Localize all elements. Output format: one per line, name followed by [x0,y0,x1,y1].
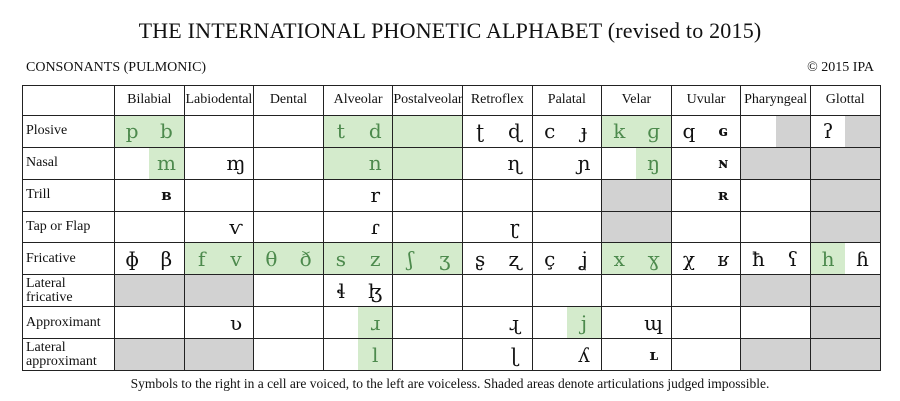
symbol-cell [254,339,324,371]
voiceless-slot [324,339,358,370]
ipa-symbol: ʎ [578,342,590,367]
symbol-cell [323,339,393,371]
ipa-symbol: ʃ [407,246,414,271]
symbol-cell [115,275,185,307]
symbol-cell [741,275,811,307]
symbol-cell [810,339,880,371]
symbol-cell [323,115,393,147]
ipa-symbol: x [613,246,625,271]
impossible-shading [811,212,880,243]
symbol-cell [741,307,811,339]
ipa-symbol: ɬ [336,278,346,303]
voiced-slot [706,180,740,211]
ipa-symbol: β [160,246,173,271]
symbol-cell [741,147,811,179]
symbol-cell [810,179,880,211]
symbol-cell [393,179,463,211]
ipa-symbol: ʔ [822,119,834,144]
column-header: Uvular [671,86,741,116]
row-label: Lateral approximant [23,339,115,371]
symbol-cell [462,147,532,179]
symbol-cell [115,339,185,371]
ipa-symbol: ɴ [717,154,729,173]
voiced-slot [567,243,601,274]
ipa-symbol: χ [682,246,695,271]
column-header: Bilabial [115,86,185,116]
symbol-cell [810,147,880,179]
column-header: Alveolar [323,86,393,116]
symbol-cell [393,307,463,339]
consonant-row [23,307,881,339]
ipa-symbol: ɾ [370,214,380,239]
impossible-shading [185,275,254,306]
symbol-cell [393,339,463,371]
symbol-cell [810,211,880,243]
voiced-slot [219,243,253,274]
ipa-symbol: n [368,151,382,176]
impossible-shading [741,148,810,179]
ipa-symbol: ʒ [439,246,451,271]
symbol-cell [602,243,672,275]
voiced-slot [567,116,601,147]
symbol-cell [532,211,602,243]
symbol-cell [323,275,393,307]
voiced-slot [567,148,601,179]
symbol-cell [393,147,463,179]
symbol-cell [254,179,324,211]
symbol-cell [462,243,532,275]
symbol-cell [462,307,532,339]
ipa-symbol: m [156,151,176,176]
symbol-cell [810,243,880,275]
symbol-cell [602,307,672,339]
ipa-symbol: ʂ [474,246,486,271]
symbol-cell [671,339,741,371]
row-label: Lateral fricative [23,275,115,307]
ipa-symbol: ɮ [368,278,383,303]
symbol-cell [810,307,880,339]
voiced-slot [428,116,462,147]
symbol-cell [115,211,185,243]
ipa-symbol: ð [299,246,312,271]
ipa-symbol: ɸ [125,246,140,271]
ipa-symbol: s [335,246,347,271]
voiced-slot [219,212,253,243]
symbol-cell [602,339,672,371]
voiced-slot [497,307,531,338]
column-header: Pharyngeal [741,86,811,116]
symbol-cell [254,243,324,275]
ipa-symbol: ɭ [510,342,519,367]
symbol-cell [115,243,185,275]
row-label: Tap or Flap [23,211,115,243]
symbol-cell [323,307,393,339]
voiced-slot [776,116,810,147]
voiceless-slot [115,180,149,211]
voiceless-slot [185,148,219,179]
symbol-cell [393,243,463,275]
ipa-symbol: ʙ [161,186,172,205]
voiced-slot [428,243,462,274]
symbol-cell [602,179,672,211]
impossible-shading [811,148,880,179]
symbol-cell [741,115,811,147]
ipa-symbol: ⱱ [229,214,243,239]
voiceless-slot [741,243,775,274]
symbol-cell [532,243,602,275]
voiceless-slot [185,212,219,243]
symbol-cell [115,179,185,211]
corner-cell [23,86,115,116]
ipa-symbol: ʁ [717,246,729,271]
voiceless-slot [185,307,219,338]
voiced-slot [358,307,392,338]
symbol-cell [671,147,741,179]
voiceless-slot [741,116,775,147]
symbol-cell [115,115,185,147]
voiceless-slot [602,339,636,370]
voiced-slot [149,243,183,274]
voiced-slot [358,148,392,179]
symbol-cell [741,211,811,243]
ipa-symbol: ɰ [644,310,664,335]
row-label: Plosive [23,115,115,147]
voiceless-slot [463,243,497,274]
voiceless-slot [115,148,149,179]
symbol-cell [671,275,741,307]
voiceless-slot [185,243,219,274]
symbol-cell [810,115,880,147]
impossible-shading [602,180,671,211]
voiceless-slot [533,148,567,179]
symbol-cell [393,115,463,147]
consonant-row [23,243,881,275]
symbol-cell [323,179,393,211]
ipa-symbol: k [613,119,626,144]
voiceless-slot [115,243,149,274]
ipa-symbol: ʈ [476,119,485,144]
impossible-shading [741,339,810,370]
voiced-slot [706,116,740,147]
voiceless-slot [393,116,427,147]
voiceless-slot [672,180,706,211]
voiceless-slot [672,148,706,179]
consonant-row [23,339,881,371]
symbol-cell [184,179,254,211]
symbol-cell [532,275,602,307]
symbol-cell [393,275,463,307]
consonant-row [23,147,881,179]
voiced-slot [288,243,322,274]
ipa-symbol: l [372,342,379,367]
voiced-slot [358,116,392,147]
voiceless-slot [463,116,497,147]
ipa-symbol: ʀ [717,186,729,205]
row-label: Approximant [23,307,115,339]
ipa-symbol: ɱ [226,151,246,176]
row-label: Trill [23,179,115,211]
voiced-slot [219,307,253,338]
symbol-cell [602,211,672,243]
symbol-cell [462,339,532,371]
voiceless-slot [533,339,567,370]
symbol-cell [393,211,463,243]
ipa-symbol: ŋ [647,151,661,176]
column-header: Labiodental [184,86,254,116]
voiced-slot [497,116,531,147]
symbol-cell [184,307,254,339]
symbol-cell [671,243,741,275]
ipa-symbol: ɲ [577,151,591,176]
voiceless-slot [672,116,706,147]
symbol-cell [462,275,532,307]
symbol-cell [671,115,741,147]
symbol-cell [532,115,602,147]
voiced-slot [219,148,253,179]
symbol-cell [532,307,602,339]
impossible-shading [741,275,810,306]
voiceless-slot [324,116,358,147]
ipa-symbol: c [544,119,556,144]
header-row [23,86,881,116]
voiceless-slot [811,243,845,274]
row-label: Fricative [23,243,115,275]
symbol-cell [184,147,254,179]
voiced-slot [776,243,810,274]
voiced-slot [497,148,531,179]
symbol-cell [462,211,532,243]
impossible-shading [811,275,880,306]
voiced-slot [497,243,531,274]
symbol-cell [115,307,185,339]
voiceless-slot [533,116,567,147]
voiceless-slot [602,307,636,338]
symbol-cell [184,243,254,275]
ipa-symbol: t [336,119,345,144]
symbol-cell [254,147,324,179]
voiced-slot [358,339,392,370]
voiced-slot [845,243,879,274]
voiced-slot [636,307,670,338]
voiced-slot [636,148,670,179]
voiced-slot [428,148,462,179]
voiceless-slot [463,307,497,338]
symbol-cell [602,275,672,307]
symbol-cell [532,147,602,179]
voiced-slot [636,243,670,274]
voiceless-slot [463,148,497,179]
consonant-table [22,85,881,371]
voiced-slot [567,307,601,338]
ipa-symbol: ɟ [580,119,588,144]
column-header: Retroflex [462,86,532,116]
impossible-shading [185,339,254,370]
ipa-symbol: r [370,183,380,208]
voiced-slot [358,243,392,274]
ipa-symbol: ʐ [508,246,521,271]
voiceless-slot [602,243,636,274]
page-title: THE INTERNATIONAL PHONETIC ALPHABET (revised to 2015) [138,18,762,43]
symbol-cell [462,115,532,147]
ipa-symbol: ɳ [507,151,522,176]
symbol-cell [184,211,254,243]
voiced-slot [149,116,183,147]
consonant-row [23,275,881,307]
symbol-cell [532,179,602,211]
voiceless-slot [533,243,567,274]
symbol-cell [184,275,254,307]
column-header: Postalveolar [393,86,463,116]
column-header: Glottal [810,86,880,116]
row-label: Nasal [23,147,115,179]
symbol-cell [254,275,324,307]
ipa-symbol: ɡ [647,119,660,144]
ipa-symbol: j [580,310,588,335]
ipa-symbol: ħ [752,246,765,271]
symbol-cell [115,147,185,179]
ipa-symbol: f [198,246,206,271]
ipa-symbol: ɖ [507,119,521,144]
voiceless-slot [463,212,497,243]
voiced-slot [149,180,183,211]
voiced-slot [497,212,531,243]
voiceless-slot [811,116,845,147]
symbol-cell [323,243,393,275]
symbol-cell [741,339,811,371]
consonant-row [23,115,881,147]
impossible-shading [811,307,880,338]
voiced-slot [358,275,392,306]
symbol-cell [671,211,741,243]
voiced-slot [706,148,740,179]
voiced-slot [706,243,740,274]
voiceless-slot [602,148,636,179]
symbol-cell [671,307,741,339]
symbol-cell [254,115,324,147]
impossible-shading [115,275,184,306]
ipa-symbol: h [821,246,835,271]
voiceless-slot [463,339,497,370]
voiceless-slot [324,307,358,338]
symbol-cell [602,115,672,147]
ipa-symbol: p [125,119,139,144]
impossible-shading [115,339,184,370]
voiced-slot [149,148,183,179]
ipa-symbol: ɦ [855,246,869,271]
symbol-cell [671,179,741,211]
ipa-symbol: b [160,119,173,144]
consonant-row [23,211,881,243]
column-header: Dental [254,86,324,116]
voiced-slot [358,180,392,211]
symbol-cell [184,339,254,371]
ipa-symbol: ʋ [229,310,243,335]
voiceless-slot [324,148,358,179]
symbol-cell [184,115,254,147]
impossible-shading [811,339,880,370]
ipa-symbol: ɹ [370,310,381,335]
voiced-slot [358,212,392,243]
voiceless-slot [393,148,427,179]
voiceless-slot [393,243,427,274]
symbol-cell [810,275,880,307]
ipa-symbol: ɣ [647,246,660,271]
ipa-symbol: ɢ [718,122,728,141]
voiced-slot [636,116,670,147]
voiceless-slot [602,116,636,147]
voiceless-slot [324,180,358,211]
copyright-notice: © 2015 IPA [807,60,874,75]
symbol-cell [602,147,672,179]
impossible-shading [602,212,671,243]
footnote: Symbols to the right in a cell are voiced, to the left are voiceless. Shaded areas denote articulations judged impossible. [130,376,770,391]
symbol-cell [741,179,811,211]
voiced-slot [567,339,601,370]
ipa-symbol: ɻ [508,310,520,335]
ipa-symbol: d [368,119,382,144]
column-header: Velar [602,86,672,116]
ipa-symbol: ʟ [648,345,659,364]
voiceless-slot [324,275,358,306]
voiced-slot [636,339,670,370]
voiced-slot [845,116,879,147]
column-header: Palatal [532,86,602,116]
ipa-symbol: q [682,119,696,144]
symbol-cell [323,147,393,179]
ipa-symbol: z [369,246,381,271]
ipa-symbol: v [230,246,242,271]
ipa-symbol: ʝ [580,246,588,271]
ipa-symbol: ɽ [509,214,520,239]
symbol-cell [462,179,532,211]
consonant-row [23,179,881,211]
impossible-shading [811,180,880,211]
ipa-symbol: ç [544,246,556,271]
symbol-cell [254,307,324,339]
voiceless-slot [254,243,288,274]
symbol-cell [323,211,393,243]
voiceless-slot [324,212,358,243]
voiceless-slot [672,243,706,274]
section-title: CONSONANTS (PULMONIC) [26,60,207,75]
voiceless-slot [324,243,358,274]
voiced-slot [497,339,531,370]
ipa-symbol: θ [265,246,278,271]
symbol-cell [532,339,602,371]
voiceless-slot [533,307,567,338]
ipa-symbol: ʕ [787,246,799,271]
symbol-cell [741,243,811,275]
symbol-cell [254,211,324,243]
voiceless-slot [115,116,149,147]
